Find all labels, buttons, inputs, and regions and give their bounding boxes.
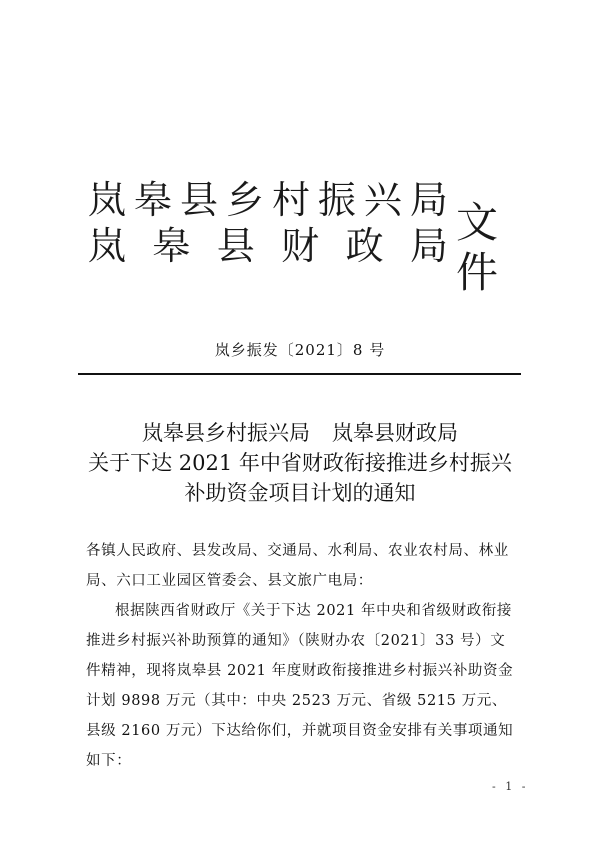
issuer-1-char: 县	[179, 178, 218, 222]
issuer-2-char: 岚	[88, 224, 127, 268]
title-line-2: 关于下达 2021 年中省财政衔接推进乡村振兴	[88, 451, 512, 475]
title-line-3: 补助资金项目计划的通知	[184, 481, 416, 505]
issuer-rural-revitalization-bureau	[88, 178, 448, 222]
issuer-2-char: 局	[409, 224, 448, 268]
recipients-line: 各镇人民政府、县发改局、交通局、水利局、农业农村局、林业局、六口工业园区管委会、县文旅广电局：	[86, 543, 509, 589]
issuer-1-char: 乡	[225, 178, 264, 222]
issuer-1-char: 岚	[88, 178, 127, 222]
document-number: 岚乡振发〔2021〕8 号	[214, 341, 386, 359]
issuer-1-char: 局	[409, 178, 448, 222]
title-issuer-2: 岚皋县财政局	[332, 421, 458, 445]
title-issuer-1: 岚皋县乡村振兴局	[142, 421, 310, 445]
issuer-1-char: 村	[271, 178, 310, 222]
issuer-2-char: 皋	[152, 224, 191, 268]
document-type-label: 文件	[456, 198, 499, 297]
title-line-1	[0, 418, 600, 448]
issuer-2-char: 政	[345, 224, 384, 268]
document-body	[86, 536, 516, 776]
issuer-1-char: 皋	[133, 178, 172, 222]
header-divider	[78, 373, 521, 375]
document-title	[0, 418, 600, 508]
issuer-1-char: 兴	[363, 178, 402, 222]
issuer-2-char: 财	[281, 224, 320, 268]
issuer-finance-bureau	[88, 224, 448, 268]
body-paragraph: 根据陕西省财政厅《关于下达 2021 年中央和省级财政衔接推进乡村振兴补助预算的通知》（陕财办农〔2021〕33 号）文件精神，现将岚皋县 2021 年度财政衔接推进乡村振兴补助资金计划 9898 万元（其中：中央 2523 万元、省级 5215 万元、县级 2160 万元）下达给你们，并就项目资金安排有关事项通知如下：	[86, 603, 514, 769]
page-number: - 1 -	[492, 780, 529, 793]
issuer-2-char: 县	[216, 224, 255, 268]
issuer-1-char: 振	[317, 178, 356, 222]
issuer-header	[88, 178, 528, 297]
